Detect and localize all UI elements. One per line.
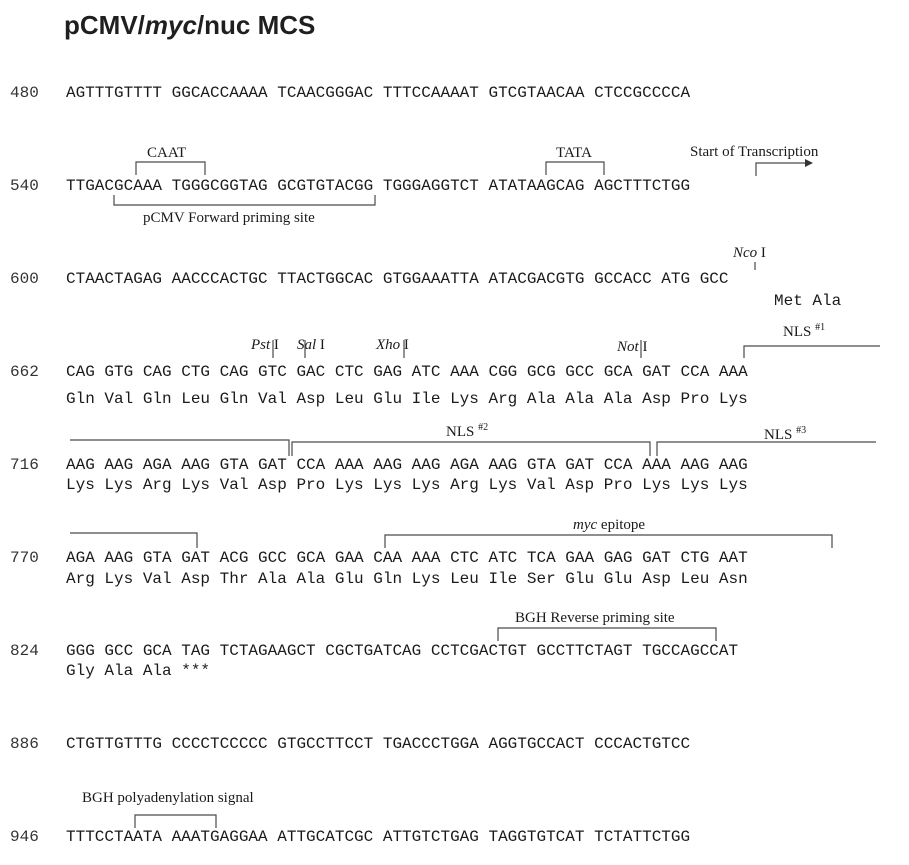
row-number: 662 — [10, 363, 39, 381]
nls-2-bracket — [292, 442, 650, 456]
nls-3-bracket-start — [657, 442, 876, 456]
nls-superscript: #2 — [478, 422, 489, 433]
row-number: 480 — [10, 84, 39, 102]
epitope-italic: myc — [573, 517, 598, 533]
nls-text: NLS — [446, 424, 475, 440]
enzyme-name: Sal — [297, 337, 317, 353]
bgh-reverse-priming-site-label: BGH Reverse priming site — [515, 610, 675, 626]
sequence-line: TTTCCTAATA AAATGAGGAA ATTGCATCGC ATTGTCTGAG TAGGTGTCAT TCTATTCTGG — [66, 828, 691, 846]
enzyme-suffix: I — [757, 245, 766, 261]
nls-1-bracket-start — [744, 346, 880, 358]
amino-acid-line: Met Ala — [774, 292, 842, 310]
title-prefix: pCMV/ — [64, 10, 145, 40]
bgh-polya-bracket — [135, 815, 216, 828]
bgh-polyadenylation-signal-label: BGH polyadenylation signal — [82, 790, 254, 806]
pcmv-forward-bracket — [114, 195, 375, 205]
nls-text: NLS — [764, 427, 793, 443]
bgh-reverse-bracket — [498, 628, 716, 641]
amino-acid-line: Lys Lys Arg Lys Val Asp Pro Lys Lys Lys Arg Lys Val Asp Pro Lys Lys Lys — [66, 476, 748, 494]
row-number: 770 — [10, 549, 39, 567]
row-number: 886 — [10, 735, 39, 753]
row-number: 824 — [10, 642, 39, 660]
row-number: 540 — [10, 177, 39, 195]
sequence-line: CTGTTGTTTG CCCCTCCCCC GTGCCTTCCT TGACCCTGGA AGGTGCCACT CCCACTGTCC — [66, 735, 691, 753]
tata-bracket — [546, 162, 604, 175]
sequence-line: AGTTTGTTTT GGCACCAAAA TCAACGGGAC TTTCCAAAAT GTCGTAACAA CTCCGCCCCA — [66, 84, 691, 102]
row-number: 716 — [10, 456, 39, 474]
nls-superscript: #1 — [815, 322, 826, 333]
nls-text: NLS — [783, 324, 812, 340]
nls-3-bracket-end — [70, 533, 197, 548]
enzyme-suffix: I — [270, 337, 279, 353]
title-suffix: /nuc MCS — [196, 10, 316, 40]
enzyme-suffix: I — [638, 339, 648, 355]
enzyme-name: Pst — [251, 337, 271, 353]
sequence-line: CTAACTAGAG AACCCACTGC TTACTGGCAC GTGGAAATTA ATACGACGTG GCCACC ATG GCC — [66, 270, 729, 288]
nls-1-bracket-end — [70, 440, 289, 456]
enzyme-name: Nco — [733, 245, 758, 261]
enzyme-name: Xho — [376, 337, 401, 353]
row-number: 600 — [10, 270, 39, 288]
caat-bracket — [136, 162, 205, 175]
start-of-transcription-label: Start of Transcription — [690, 144, 819, 160]
enzyme-name: Not — [617, 339, 639, 355]
sequence-line: TTGACGCAAA TGGGCGGTAG GCGTGTACGG TGGGAGGTCT ATATAAGCAG AGCTTTCTGG — [66, 177, 691, 195]
tata-box-label: TATA — [556, 145, 592, 161]
transcription-arrowhead-icon — [805, 159, 813, 167]
amino-acid-line: Gly Ala Ala *** — [66, 662, 211, 680]
transcription-start-line — [756, 163, 805, 176]
nls-superscript: #3 — [796, 425, 807, 436]
pcmv-forward-priming-site-label: pCMV Forward priming site — [143, 210, 315, 226]
enzyme-suffix: I — [400, 337, 409, 353]
caat-box-label: CAAT — [147, 145, 187, 161]
sequence-line: CAG GTG CAG CTG CAG GTC GAC CTC GAG ATC AAA CGG GCG GCC GCA GAT CCA AAA — [66, 363, 748, 381]
enzyme-suffix: I — [316, 337, 325, 353]
amino-acid-line: Arg Lys Val Asp Thr Ala Ala Glu Gln Lys Leu Ile Ser Glu Glu Asp Leu Asn — [66, 570, 748, 588]
sequence-line: AAG AAG AGA AAG GTA GAT CCA AAA AAG AAG AGA AAG GTA GAT CCA AAA AAG AAG — [66, 456, 748, 474]
amino-acid-line: Gln Val Gln Leu Gln Val Asp Leu Glu Ile Lys Arg Ala Ala Ala Asp Pro Lys — [66, 390, 748, 408]
epitope-text: epitope — [597, 517, 646, 533]
myc-epitope-bracket — [385, 535, 832, 548]
title-italic: myc — [144, 10, 197, 40]
sequence-line: GGG GCC GCA TAG TCTAGAAGCT CGCTGATCAG CCTCGACTGT GCCTTCTAGT TGCCAGCCAT — [66, 642, 739, 660]
sequence-line: AGA AAG GTA GAT ACG GCC GCA GAA CAA AAA CTC ATC TCA GAA GAG GAT CTG AAT — [66, 549, 748, 567]
row-number: 946 — [10, 828, 39, 846]
